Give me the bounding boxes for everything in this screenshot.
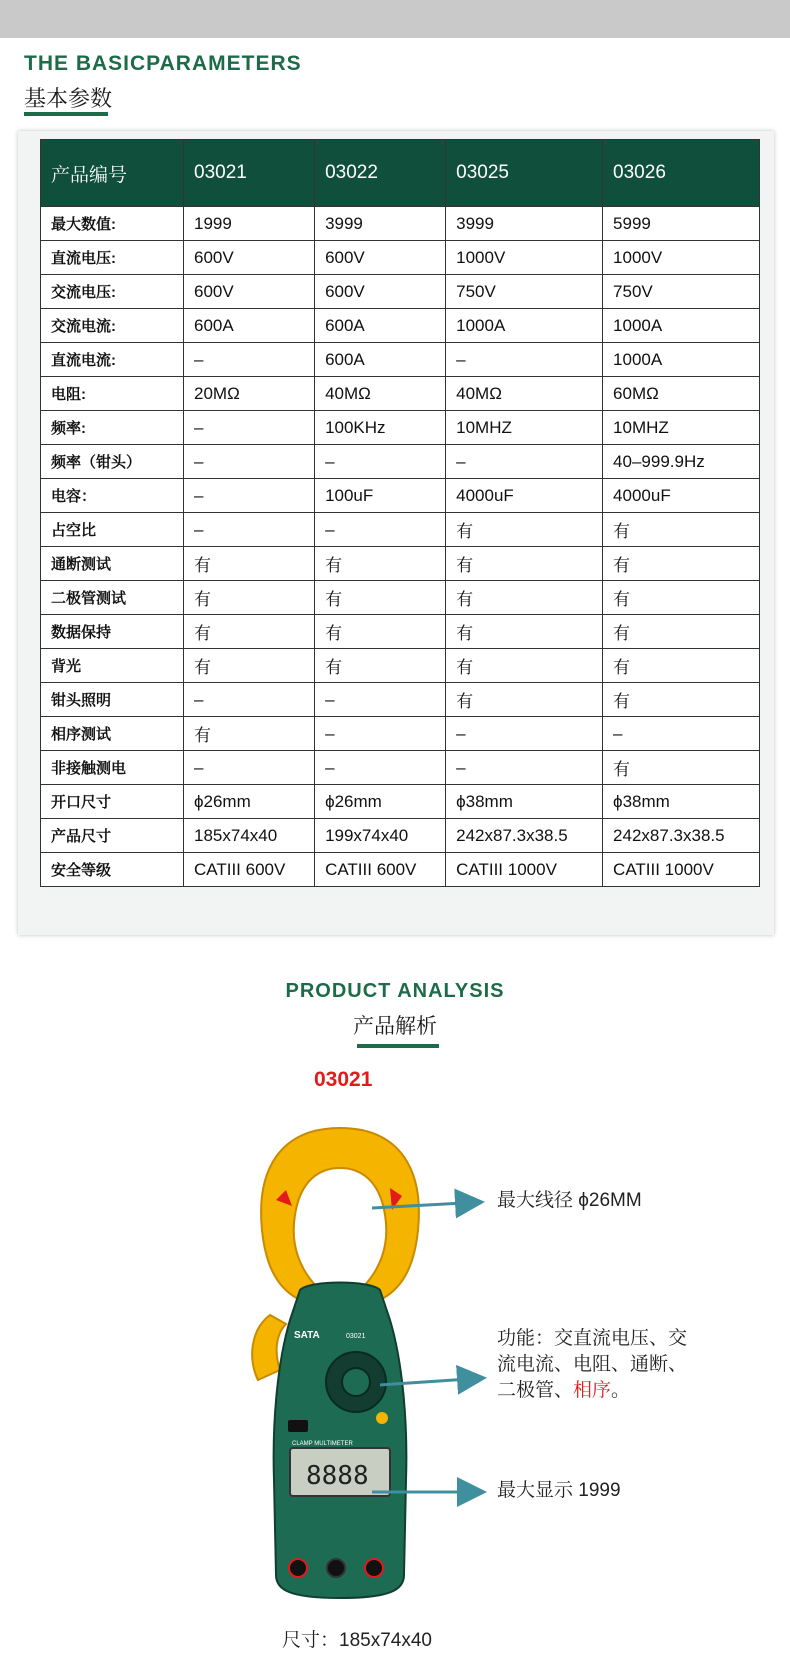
row-label: 非接触测电	[41, 751, 184, 785]
table-cell: 有	[184, 581, 315, 615]
table-cell: –	[184, 513, 315, 547]
table-cell: –	[315, 445, 446, 479]
table-cell: 有	[446, 547, 603, 581]
table-cell: 100uF	[315, 479, 446, 513]
table-cell: 1000A	[446, 309, 603, 343]
table-cell: ϕ38mm	[603, 785, 760, 819]
row-label: 频率（钳头）	[41, 445, 184, 479]
table-cell: 有	[184, 615, 315, 649]
row-label: 数据保持	[41, 615, 184, 649]
row-label: 直流电压:	[41, 241, 184, 275]
row-label: 最大数值:	[41, 207, 184, 241]
clamp-label: CLAMP MULTIMETER	[292, 1441, 353, 1447]
table-cell: 有	[603, 615, 760, 649]
table-cell: –	[184, 411, 315, 445]
table-cell: 1999	[184, 207, 315, 241]
annot-functions-text: 功能：交直流电压、交流电流、电阻、通断、二极管、	[497, 1328, 688, 1401]
header-model-1: 03021	[184, 140, 315, 207]
table-cell: 有	[184, 649, 315, 683]
meter-model-print: 03021	[346, 1333, 366, 1340]
table-cell: 有	[184, 547, 315, 581]
table-cell: 1000V	[446, 241, 603, 275]
annot-max-wire: 最大线径 ϕ26MM	[497, 1190, 642, 1211]
row-label: 通断测试	[41, 547, 184, 581]
table-cell: 有	[315, 649, 446, 683]
table-cell: CATIII 600V	[184, 853, 315, 887]
row-label: 二极管测试	[41, 581, 184, 615]
annot-functions	[497, 1326, 697, 1404]
row-label: 电容：	[41, 479, 184, 513]
table-cell: 4000uF	[446, 479, 603, 513]
section-title-en: THE BASICPARAMETERS	[24, 52, 302, 75]
table-cell: CATIII 1000V	[603, 853, 760, 887]
table-cell: 600V	[184, 241, 315, 275]
table-cell: 有	[315, 615, 446, 649]
table-cell: ϕ26mm	[315, 785, 446, 819]
header-model-3: 03025	[446, 140, 603, 207]
row-label: 背光	[41, 649, 184, 683]
table-cell: 有	[603, 751, 760, 785]
header-model-4: 03026	[603, 140, 760, 207]
table-cell: 有	[603, 581, 760, 615]
table-cell: 600A	[315, 309, 446, 343]
row-label: 开口尺寸	[41, 785, 184, 819]
row-label: 交流电压:	[41, 275, 184, 309]
table-cell: ϕ26mm	[184, 785, 315, 819]
header-product-code: 产品编号	[41, 140, 184, 207]
row-label: 产品尺寸	[41, 819, 184, 853]
analysis-title-cn: 产品解析	[353, 1015, 437, 1038]
table-cell: 有	[603, 513, 760, 547]
arrow-wire	[372, 1202, 482, 1208]
table-cell: –	[184, 479, 315, 513]
table-cell: 10MHZ	[603, 411, 760, 445]
row-label: 相序测试	[41, 717, 184, 751]
table-cell: 600A	[315, 343, 446, 377]
table-cell: –	[315, 683, 446, 717]
table-cell: 750V	[603, 275, 760, 309]
table-cell: –	[603, 717, 760, 751]
lcd-digits: 8888	[306, 1461, 369, 1491]
section-title-cn: 基本参数	[24, 86, 113, 111]
table-cell: 有	[603, 649, 760, 683]
table-cell: 有	[184, 717, 315, 751]
table-cell: 5999	[603, 207, 760, 241]
table-cell: –	[315, 751, 446, 785]
table-cell: 3999	[315, 207, 446, 241]
table-cell: 1000V	[603, 241, 760, 275]
table-cell: 1000A	[603, 309, 760, 343]
table-cell: 有	[446, 581, 603, 615]
table-cell: 60MΩ	[603, 377, 760, 411]
table-cell: 600V	[315, 275, 446, 309]
table-cell: 185x74x40	[184, 819, 315, 853]
row-label: 频率:	[41, 411, 184, 445]
table-cell: 600V	[315, 241, 446, 275]
table-cell: 有	[315, 581, 446, 615]
table-cell: 有	[603, 547, 760, 581]
table-cell: 1000A	[603, 343, 760, 377]
table-cell: 40MΩ	[446, 377, 603, 411]
table-cell: 有	[446, 683, 603, 717]
header-model-2: 03022	[315, 140, 446, 207]
table-cell: 750V	[446, 275, 603, 309]
table-cell: –	[184, 445, 315, 479]
table-cell: –	[446, 343, 603, 377]
table-cell: 40MΩ	[315, 377, 446, 411]
table-cell: 有	[315, 547, 446, 581]
table-cell: 有	[603, 683, 760, 717]
table-cell: 40–999.9Hz	[603, 445, 760, 479]
table-cell: 有	[446, 513, 603, 547]
table-cell: CATIII 1000V	[446, 853, 603, 887]
table-cell: –	[446, 717, 603, 751]
table-cell: 4000uF	[603, 479, 760, 513]
row-label: 电阻:	[41, 377, 184, 411]
annot-max-display: 最大显示 1999	[497, 1480, 621, 1501]
analysis-title-en: PRODUCT ANALYSIS	[285, 980, 505, 1002]
table-cell: 242x87.3x38.5	[603, 819, 760, 853]
arrow-function	[380, 1378, 484, 1385]
row-label: 安全等级	[41, 853, 184, 887]
table-cell: –	[184, 751, 315, 785]
table-cell: CATIII 600V	[315, 853, 446, 887]
row-label: 占空比	[41, 513, 184, 547]
brand-logo: SATA	[294, 1330, 320, 1341]
table-cell: 10MHZ	[446, 411, 603, 445]
table-cell: –	[315, 513, 446, 547]
row-label: 交流电流:	[41, 309, 184, 343]
table-cell: –	[446, 751, 603, 785]
row-label: 钳头照明	[41, 683, 184, 717]
table-cell: 100KHz	[315, 411, 446, 445]
table-cell: 242x87.3x38.5	[446, 819, 603, 853]
table-cell: –	[315, 717, 446, 751]
table-cell: 3999	[446, 207, 603, 241]
table-cell: 600A	[184, 309, 315, 343]
table-cell: 有	[446, 615, 603, 649]
table-cell: 199x74x40	[315, 819, 446, 853]
model-code: 03021	[314, 1068, 373, 1091]
table-cell: –	[446, 445, 603, 479]
table-cell: ϕ38mm	[446, 785, 603, 819]
table-cell: 有	[446, 649, 603, 683]
table-cell: –	[184, 343, 315, 377]
table-cell: 20MΩ	[184, 377, 315, 411]
table-cell: 600V	[184, 275, 315, 309]
annot-functions-highlight: 相序	[573, 1380, 612, 1401]
row-label: 直流电流:	[41, 343, 184, 377]
table-cell: –	[184, 683, 315, 717]
product-size: 尺寸：185x74x40	[282, 1630, 432, 1651]
annot-functions-suffix: 。	[611, 1380, 631, 1401]
